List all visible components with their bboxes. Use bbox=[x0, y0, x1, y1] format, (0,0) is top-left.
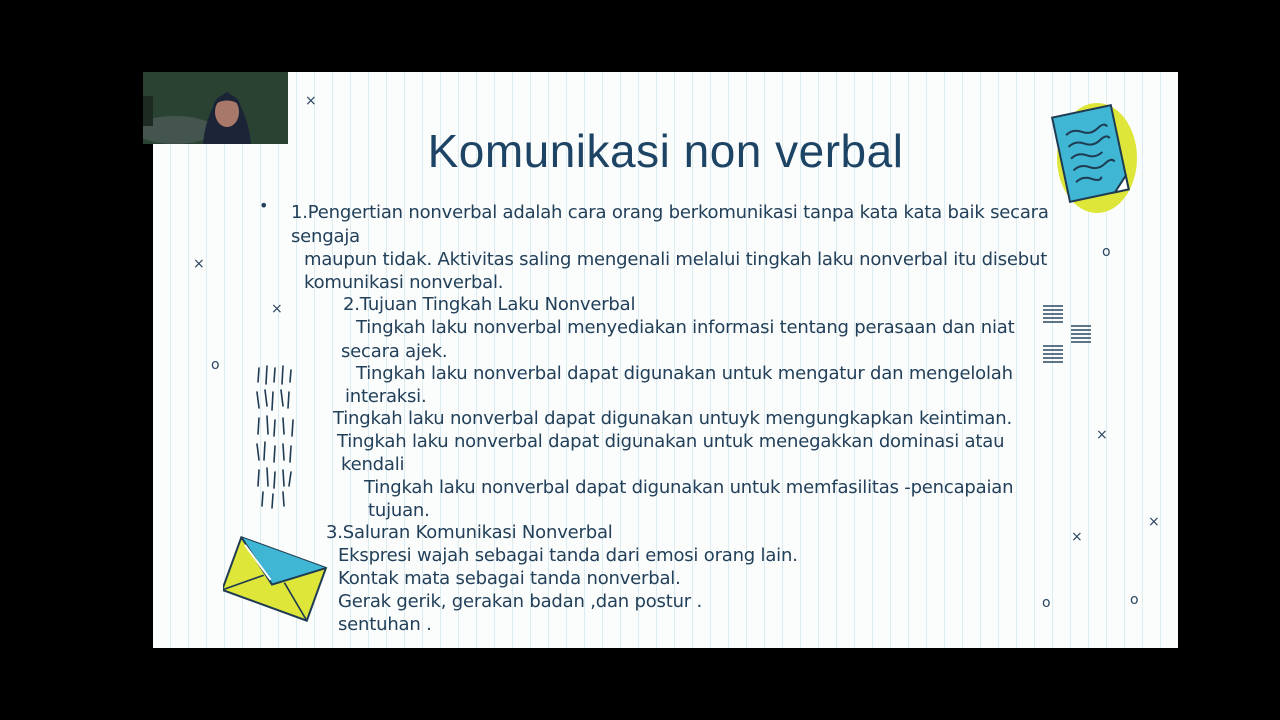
text-line-19: sentuhan . bbox=[338, 614, 432, 635]
document-icon bbox=[1045, 96, 1145, 214]
webcam-participant[interactable] bbox=[143, 72, 288, 144]
text-line-2: sengaja bbox=[291, 226, 360, 247]
text-line-8: Tingkah laku nonverbal dapat digunakan untuk mengatur dan mengelolah bbox=[356, 363, 1013, 384]
slide-title: Komunikasi non verbal bbox=[427, 125, 904, 177]
cross-mark: × bbox=[1071, 529, 1083, 545]
cross-mark: × bbox=[1148, 514, 1160, 530]
presentation-slide bbox=[153, 72, 1178, 648]
text-line-11: Tingkah laku nonverbal dapat digunakan untuk menegakkan dominasi atau bbox=[337, 431, 1005, 452]
bullet-point: • bbox=[259, 196, 269, 215]
cross-mark: × bbox=[193, 256, 205, 272]
text-line-6: Tingkah laku nonverbal menyediakan informasi tentang perasaan dan niat bbox=[356, 317, 1015, 338]
circle-mark: o bbox=[1130, 592, 1139, 608]
cross-mark: × bbox=[305, 93, 317, 109]
text-line-10: Tingkah laku nonverbal dapat digunakan untuyk mengungkapkan keintiman. bbox=[333, 408, 1012, 429]
zigzag-decoration bbox=[1041, 304, 1095, 366]
circle-mark: o bbox=[1042, 595, 1051, 611]
text-line-7: secara ajek. bbox=[341, 341, 448, 362]
section-heading-2: 2.Tujuan Tingkah Laku Nonverbal bbox=[343, 294, 636, 315]
participant-avatar bbox=[143, 72, 288, 144]
text-line-14: tujuan. bbox=[368, 500, 430, 521]
text-line-17: Kontak mata sebagai tanda nonverbal. bbox=[338, 568, 681, 589]
text-line-9: interaksi. bbox=[345, 386, 427, 407]
text-line-18: Gerak gerik, gerakan badan ,dan postur . bbox=[338, 591, 703, 612]
cross-mark: × bbox=[1096, 427, 1108, 443]
circle-mark: o bbox=[1102, 244, 1111, 260]
text-line-1: 1.Pengertian nonverbal adalah cara orang berkomunikasi tanpa kata kata baik secara bbox=[291, 202, 1049, 223]
text-line-13: Tingkah laku nonverbal dapat digunakan untuk memfasilitas -pencapaian bbox=[364, 477, 1014, 498]
text-line-3: maupun tidak. Aktivitas saling mengenali melalui tingkah laku nonverbal itu disebut bbox=[304, 249, 1048, 270]
text-line-16: Ekspresi wajah sebagai tanda dari emosi orang lain. bbox=[338, 545, 798, 566]
text-line-4: komunikasi nonverbal. bbox=[304, 272, 504, 293]
text-line-12: kendali bbox=[341, 454, 405, 475]
section-heading-3: 3.Saluran Komunikasi Nonverbal bbox=[326, 522, 613, 543]
circle-mark: o bbox=[211, 357, 220, 373]
hatch-decoration bbox=[253, 362, 303, 512]
cross-mark: × bbox=[271, 301, 283, 317]
envelope-icon bbox=[223, 524, 333, 624]
